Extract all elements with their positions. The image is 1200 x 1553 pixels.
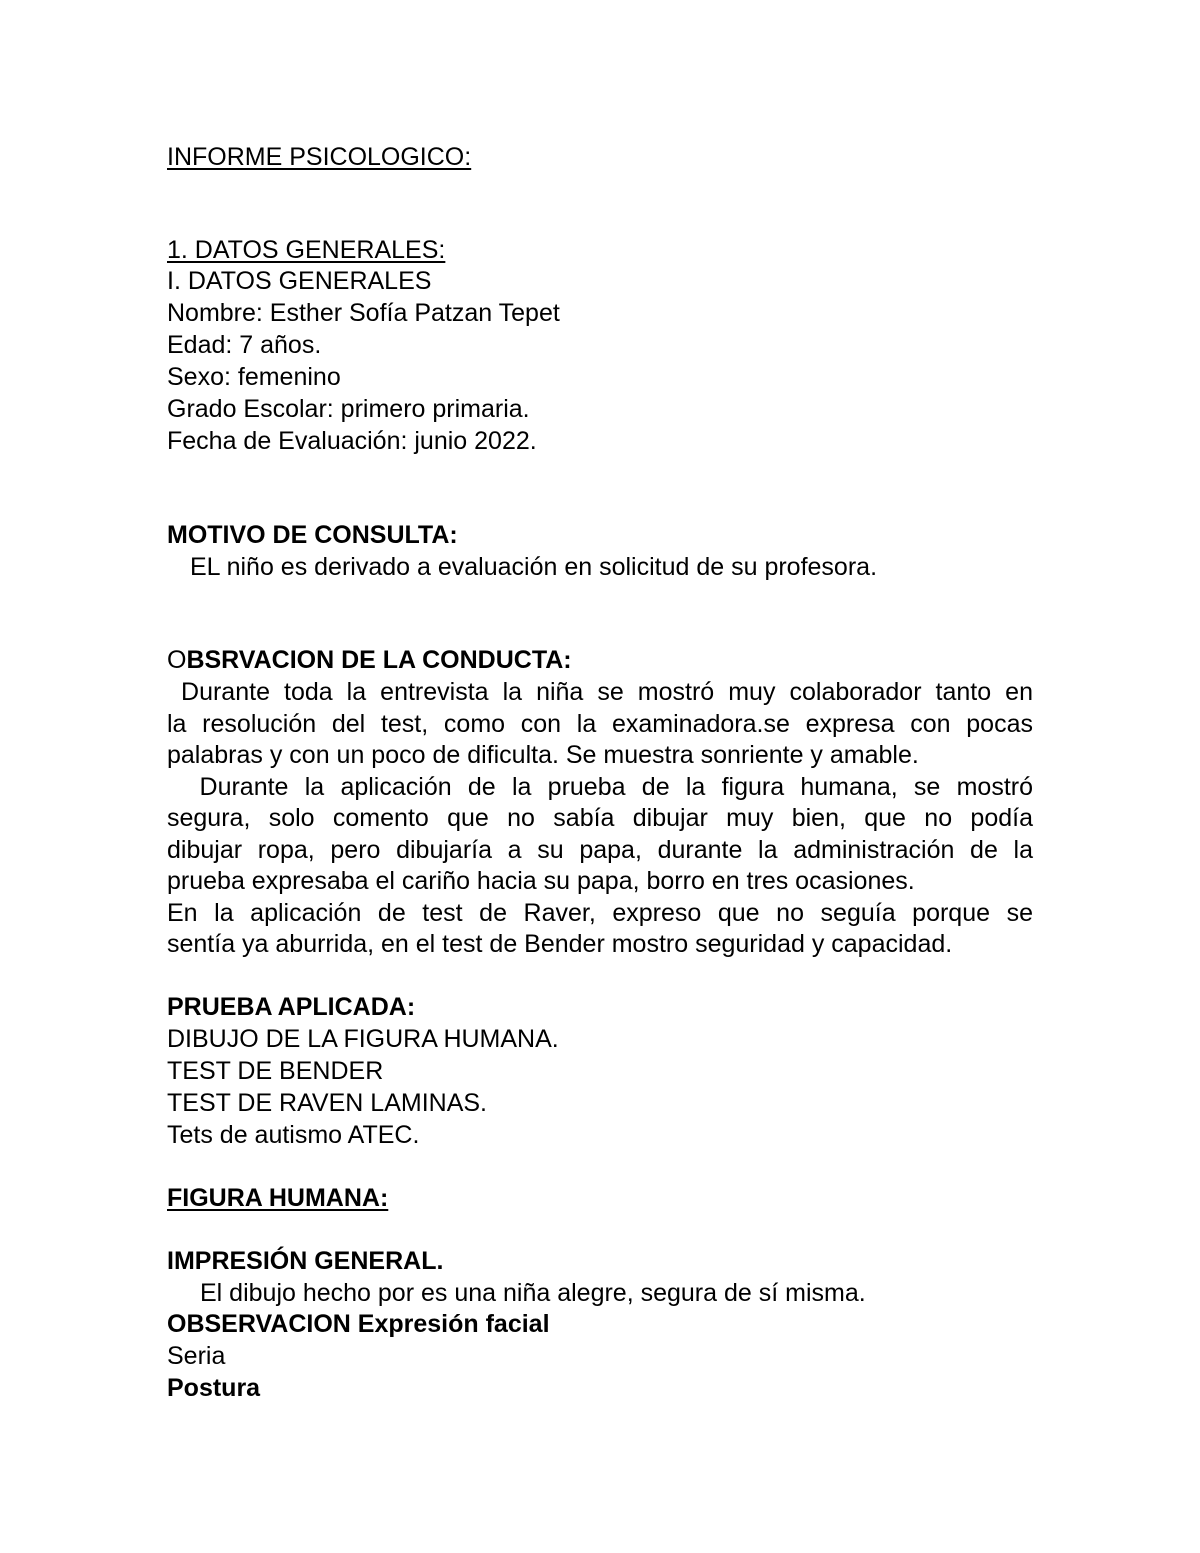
observacion-facial-heading: OBSERVACION Expresión facial	[167, 1310, 550, 1338]
report-title: INFORME PSICOLOGICO:	[167, 143, 472, 171]
postura-heading: Postura	[167, 1374, 261, 1402]
datos-generales-heading: 1. DATOS GENERALES:	[167, 236, 446, 264]
observacion-line: En la aplicación de test de Raver, expreso que no seguía porque se	[167, 898, 1033, 927]
field-sexo: Sexo: femenino	[167, 363, 341, 391]
prueba-item: TEST DE BENDER	[167, 1057, 384, 1085]
observacion-heading-initial: O	[167, 646, 187, 674]
prueba-item: TEST DE RAVEN LAMINAS.	[167, 1089, 487, 1117]
observacion-heading-rest: BSRVACION DE LA CONDUCTA:	[186, 646, 572, 674]
prueba-item: Tets de autismo ATEC.	[167, 1121, 420, 1149]
observacion-line: dibujar ropa, pero dibujaría a su papa, durante la administración de la	[167, 835, 1033, 864]
observacion-facial-value: Seria	[167, 1342, 226, 1370]
motivo-heading: MOTIVO DE CONSULTA:	[167, 521, 458, 549]
observacion-line: sentía ya aburrida, en el test de Bender mostro seguridad y capacidad.	[167, 930, 953, 958]
observacion-line: prueba expresaba el cariño hacia su papa, borro en tres ocasiones.	[167, 867, 915, 895]
figura-heading: FIGURA HUMANA:	[167, 1184, 389, 1212]
impresion-heading: IMPRESIÓN GENERAL.	[167, 1247, 444, 1275]
field-nombre: Nombre: Esther Sofía Patzan Tepet	[167, 299, 560, 327]
observacion-line: Durante la aplicación de la prueba de la figura humana, se mostró	[167, 772, 1033, 801]
prueba-heading: PRUEBA APLICADA:	[167, 993, 416, 1021]
impresion-text: El dibujo hecho por es una niña alegre, segura de sí misma.	[200, 1279, 866, 1307]
observacion-line: segura, solo comento que no sabía dibujar muy bien, que no podía	[167, 804, 1033, 832]
observacion-line: Durante toda la entrevista la niña se mostró muy colaborador tanto en	[167, 678, 1033, 706]
field-grado: Grado Escolar: primero primaria.	[167, 395, 530, 423]
observacion-heading	[167, 645, 572, 675]
datos-generales-subheading: I. DATOS GENERALES	[167, 267, 432, 295]
prueba-item: DIBUJO DE LA FIGURA HUMANA.	[167, 1025, 559, 1053]
field-edad: Edad: 7 años.	[167, 331, 322, 359]
field-fecha: Fecha de Evaluación: junio 2022.	[167, 427, 537, 455]
observacion-line: palabras y con un poco de dificulta. Se muestra sonriente y amable.	[167, 741, 919, 769]
motivo-text: EL niño es derivado a evaluación en solicitud de su profesora.	[190, 553, 878, 581]
observacion-paragraph	[167, 677, 1033, 961]
observacion-line: la resolución del test, como con la examinadora.se expresa con pocas	[167, 709, 1033, 738]
